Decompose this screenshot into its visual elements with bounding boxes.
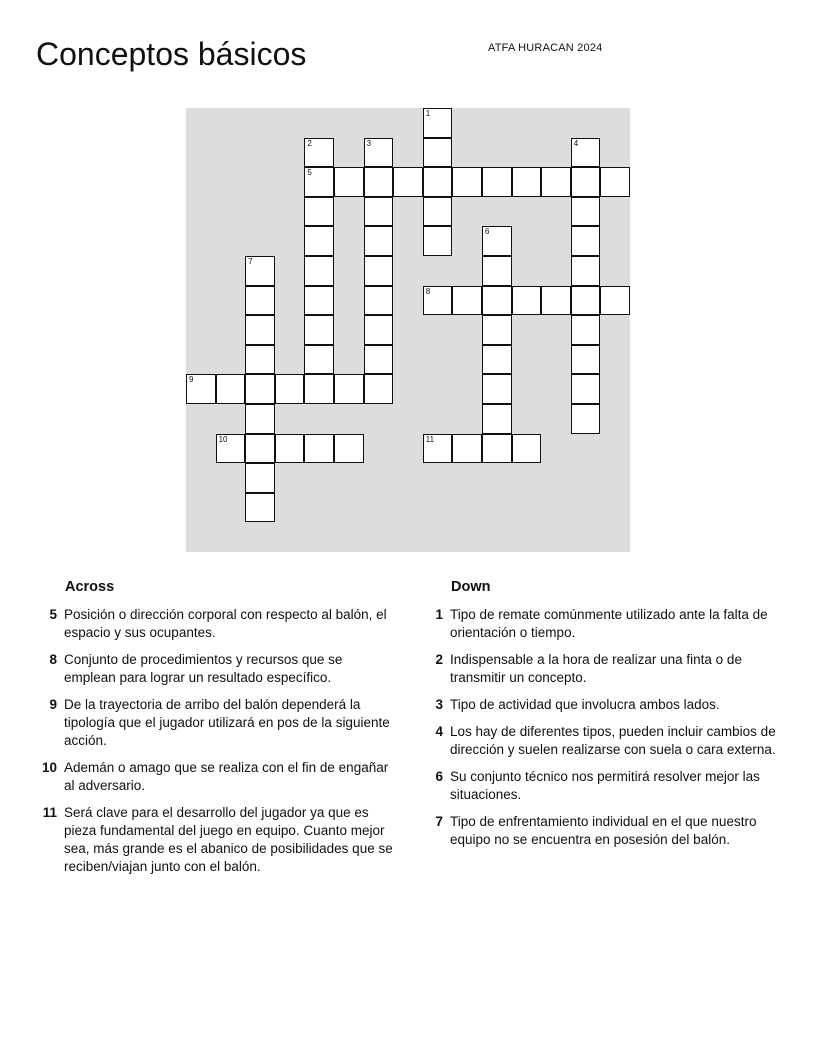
clue-number: 5 [49, 607, 57, 622]
crossword-cell[interactable] [304, 345, 334, 375]
crossword-cell[interactable] [423, 197, 453, 227]
crossword-cell[interactable] [334, 167, 364, 197]
down-clue [426, 723, 781, 759]
clue-text: De la trayectoria de arribo del balón dependerá la tipología que el jugador utilizará en pos de la siguiente acción. [64, 697, 390, 748]
crossword-cell[interactable] [245, 463, 275, 493]
clue-number: 8 [49, 652, 57, 667]
cell-number: 9 [189, 375, 194, 385]
crossword-cell[interactable] [512, 167, 542, 197]
crossword-cell[interactable] [482, 374, 512, 404]
crossword-cell[interactable] [571, 138, 601, 168]
crossword-cell[interactable] [482, 256, 512, 286]
clue-text: Los hay de diferentes tipos, pueden incluir cambios de dirección y suelen realizarse con suela o cara externa. [450, 724, 776, 757]
clue-text: Posición o dirección corporal con respecto al balón, el espacio y sus ocupantes. [64, 607, 387, 640]
clue-number: 6 [435, 769, 443, 784]
down-clue [426, 813, 781, 849]
crossword-cell[interactable] [186, 374, 216, 404]
crossword-cell[interactable] [216, 434, 246, 464]
crossword-cell[interactable] [245, 374, 275, 404]
cell-number: 5 [307, 168, 312, 178]
clue-number: 3 [435, 697, 443, 712]
cell-number: 4 [573, 138, 579, 148]
across-clue [40, 651, 395, 687]
cell-number: 3 [366, 138, 372, 148]
crossword-cell[interactable] [304, 374, 334, 404]
crossword-cell[interactable] [393, 167, 423, 197]
crossword-cell[interactable] [364, 315, 394, 345]
crossword-cell[interactable] [571, 345, 601, 375]
across-clue [40, 606, 395, 642]
crossword-cell[interactable] [245, 404, 275, 434]
clue-text: Será clave para el desarrollo del jugador ya que es pieza fundamental del juego en equipo. Cuanto mejor sea, más grande es el abanico de posibilidades que se reciben/viajan junto con el balón. [64, 805, 393, 874]
clue-text: Su conjunto técnico nos permitirá resolver mejor las situaciones. [450, 769, 760, 802]
crossword-cell[interactable] [364, 256, 394, 286]
crossword-cell[interactable] [304, 138, 334, 168]
down-clues [426, 576, 781, 858]
crossword-cell[interactable] [304, 167, 334, 197]
clue-number: 10 [41, 760, 57, 775]
crossword-cell[interactable] [571, 256, 601, 286]
across-clue [40, 759, 395, 795]
crossword-cell[interactable] [571, 404, 601, 434]
across-clue [40, 696, 395, 750]
clue-text: Tipo de remate comúnmente utilizado ante la falta de orientación o tiempo. [450, 607, 768, 640]
cell-number: 2 [307, 138, 312, 148]
crossword-cell[interactable] [275, 374, 305, 404]
clue-text: Ademán o amago que se realiza con el fin de engañar al adversario. [64, 760, 389, 793]
clue-text: Conjunto de procedimientos y recursos que se emplean para lograr un resultado específico. [64, 652, 343, 685]
crossword-cell[interactable] [600, 167, 630, 197]
clue-number: 9 [49, 697, 57, 712]
clue-number: 1 [435, 607, 443, 622]
crossword-cell[interactable] [482, 404, 512, 434]
crossword-cell[interactable] [275, 434, 305, 464]
crossword-cell[interactable] [364, 374, 394, 404]
clue-number: 11 [42, 805, 57, 820]
crossword-cell[interactable] [482, 226, 512, 256]
crossword-cell[interactable] [541, 167, 571, 197]
crossword-cell[interactable] [364, 226, 394, 256]
crossword-cell[interactable] [304, 197, 334, 227]
crossword-cell[interactable] [364, 138, 394, 168]
crossword-cell[interactable] [571, 315, 601, 345]
crossword-cell[interactable] [364, 286, 394, 316]
crossword-cell[interactable] [304, 256, 334, 286]
crossword-cell[interactable] [482, 286, 512, 316]
clue-text: Tipo de enfrentamiento individual en el que nuestro equipo no se encuentra en posesión del balón. [450, 814, 757, 847]
crossword-cell[interactable] [245, 493, 275, 523]
crossword-cell[interactable] [423, 286, 453, 316]
crossword-cell[interactable] [571, 374, 601, 404]
crossword-cell[interactable] [423, 434, 453, 464]
crossword-cell[interactable] [571, 286, 601, 316]
down-heading: Down [451, 579, 491, 595]
page-title: Conceptos básicos [36, 36, 307, 72]
crossword-cell[interactable] [216, 374, 246, 404]
crossword-cell[interactable] [304, 226, 334, 256]
crossword-cell[interactable] [245, 434, 275, 464]
crossword-cell[interactable] [512, 434, 542, 464]
crossword-grid [186, 108, 630, 552]
crossword-cell[interactable] [245, 286, 275, 316]
crossword-cell[interactable] [364, 197, 394, 227]
cell-number: 1 [425, 109, 431, 118]
clue-text: Indispensable a la hora de realizar una finta o de transmitir un concepto. [450, 652, 742, 685]
crossword-cell[interactable] [423, 108, 453, 138]
cell-number: 7 [248, 257, 253, 266]
crossword-cell[interactable] [482, 434, 512, 464]
crossword-cell[interactable] [334, 374, 364, 404]
down-clue [426, 696, 781, 714]
cell-number: 8 [425, 286, 431, 296]
crossword-cell[interactable] [423, 226, 453, 256]
crossword-cell[interactable] [423, 167, 453, 197]
down-clue [426, 651, 781, 687]
crossword-cell[interactable] [482, 315, 512, 345]
crossword-cell[interactable] [512, 286, 542, 316]
crossword-cell[interactable] [364, 345, 394, 375]
down-clue [426, 606, 781, 642]
crossword-cell[interactable] [245, 256, 275, 286]
crossword-cell[interactable] [541, 286, 571, 316]
crossword-cell[interactable] [600, 286, 630, 316]
cell-number: 6 [485, 227, 490, 237]
crossword-cell[interactable] [571, 226, 601, 256]
clue-number: 4 [435, 724, 443, 739]
crossword-cell[interactable] [482, 345, 512, 375]
cell-number: 10 [218, 434, 228, 444]
across-heading: Across [65, 579, 115, 595]
crossword-cell[interactable] [423, 138, 453, 168]
crossword-cell[interactable] [304, 434, 334, 464]
across-clue [40, 804, 395, 876]
crossword-cell[interactable] [482, 167, 512, 197]
across-clues [40, 576, 395, 885]
cell-number: 11 [425, 434, 435, 444]
crossword-cell[interactable] [571, 197, 601, 227]
page-subtitle: ATFA HURACAN 2024 [488, 42, 603, 54]
crossword-cell[interactable] [334, 434, 364, 464]
clue-number: 7 [435, 814, 443, 829]
crossword-cell[interactable] [452, 434, 482, 464]
clue-number: 2 [435, 652, 443, 667]
crossword-cell[interactable] [571, 167, 601, 197]
crossword-cell[interactable] [304, 315, 334, 345]
down-clue [426, 768, 781, 804]
crossword-cell[interactable] [452, 167, 482, 197]
crossword-cell[interactable] [304, 286, 334, 316]
crossword-cell[interactable] [245, 315, 275, 345]
crossword-cell[interactable] [364, 167, 394, 197]
crossword-cell[interactable] [245, 345, 275, 375]
clue-text: Tipo de actividad que involucra ambos lados. [450, 697, 720, 712]
crossword-cell[interactable] [452, 286, 482, 316]
